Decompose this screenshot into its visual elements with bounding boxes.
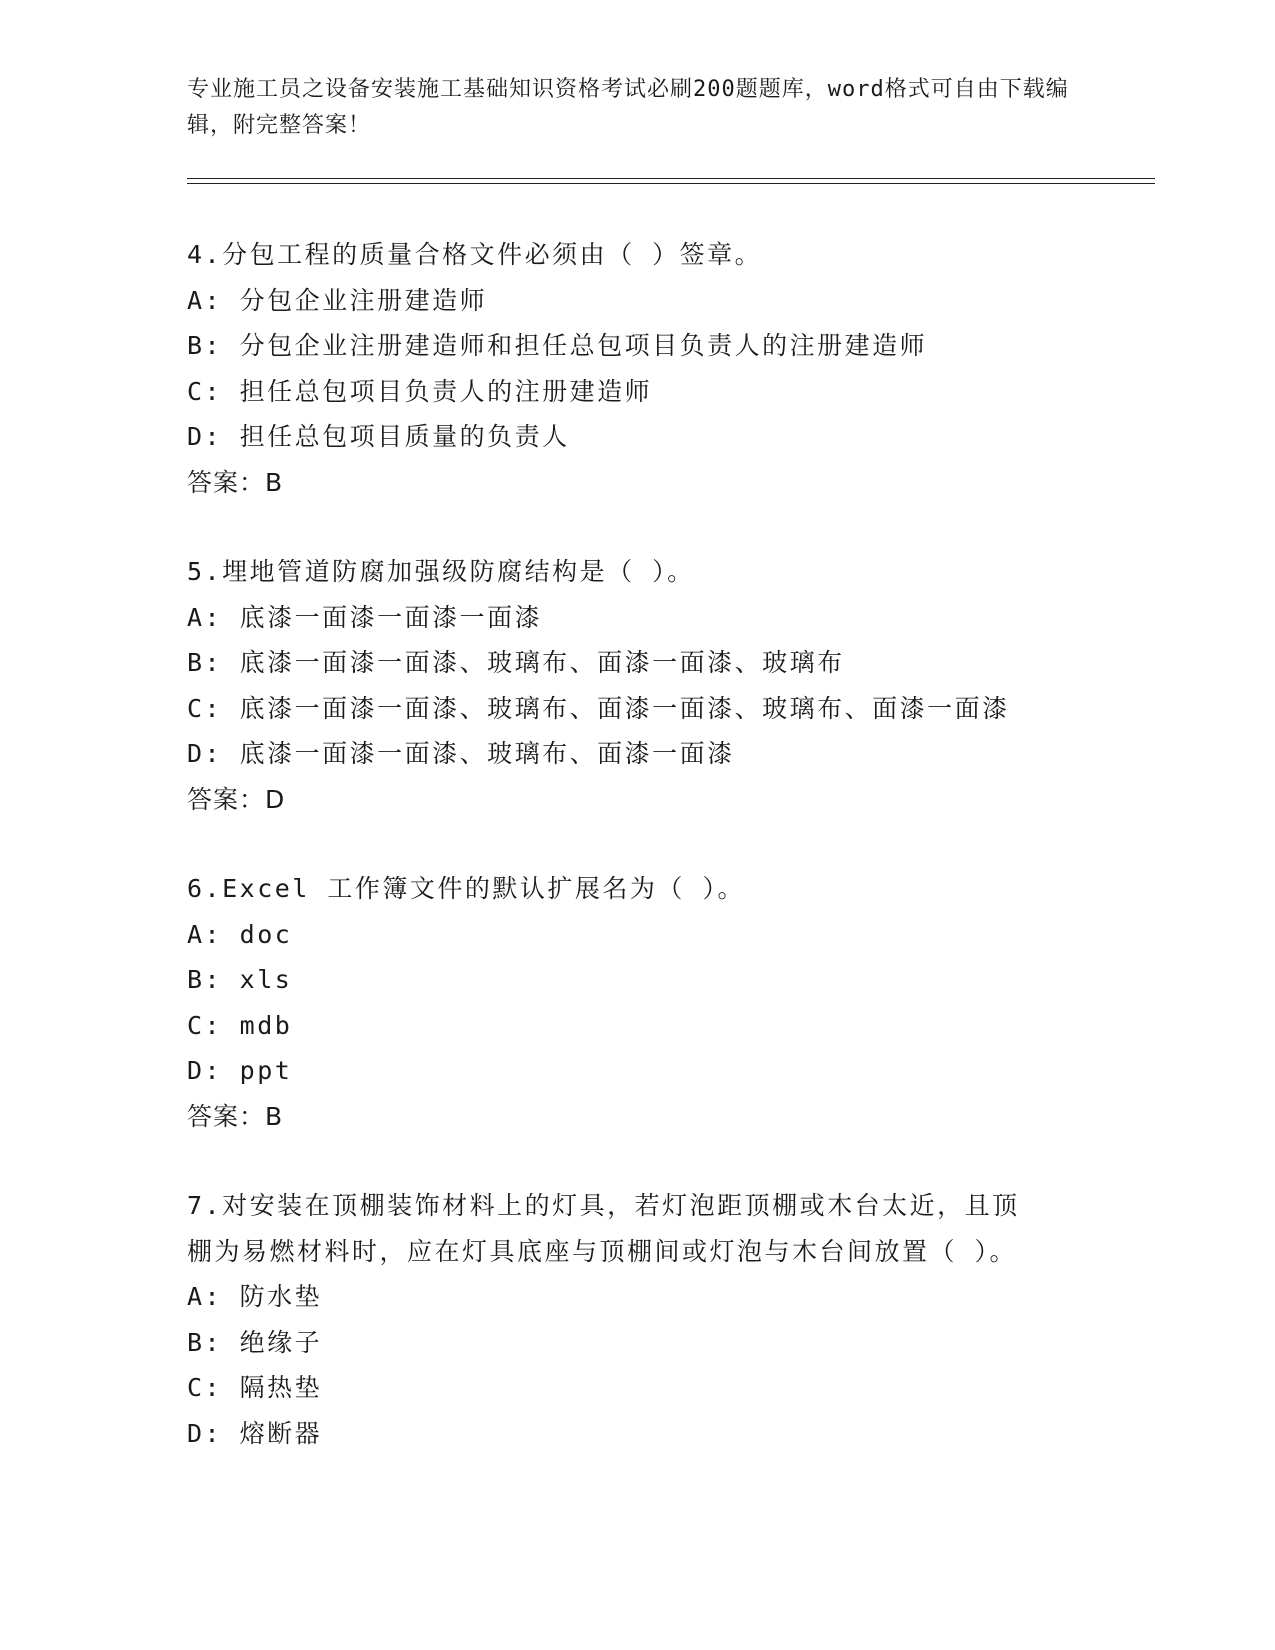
option-c: C: mdb xyxy=(187,1010,293,1040)
option-a: A: 分包企业注册建造师 xyxy=(187,285,488,315)
question-stem: 5.埋地管道防腐加强级防腐结构是（ ）。 xyxy=(187,557,695,586)
option-a: A: doc xyxy=(187,919,293,949)
option-b: B: 分包企业注册建造师和担任总包项目负责人的注册建造师 xyxy=(187,331,928,360)
option-c: C: 底漆一面漆一面漆、玻璃布、面漆一面漆、玻璃布、面漆一面漆 xyxy=(187,693,1010,723)
header-divider-top xyxy=(187,178,1155,179)
answer-label: 答案：B xyxy=(187,467,284,497)
option-b: B: xls xyxy=(187,965,293,994)
option-c: C: 隔热垫 xyxy=(187,1373,323,1402)
question-list xyxy=(187,232,1127,1500)
question-4 xyxy=(187,232,1127,505)
header-divider-bottom xyxy=(187,183,1155,184)
option-d: D: 担任总包项目质量的负责人 xyxy=(187,422,570,451)
option-b: B: 绝缘子 xyxy=(187,1327,323,1357)
question-stem: 4.分包工程的质量合格文件必须由（ ）签章。 xyxy=(187,240,763,269)
question-stem: 6.Excel 工作簿文件的默认扩展名为（ ）。 xyxy=(187,874,745,903)
option-d: D: 熔断器 xyxy=(187,1418,323,1448)
question-5 xyxy=(187,549,1127,822)
option-b: B: 底漆一面漆一面漆、玻璃布、面漆一面漆、玻璃布 xyxy=(187,648,845,677)
option-a: A: 防水垫 xyxy=(187,1282,323,1311)
answer-label: 答案：D xyxy=(187,784,286,814)
option-d: D: 底漆一面漆一面漆、玻璃布、面漆一面漆 xyxy=(187,739,735,768)
document-header: 专业施工员之设备安装施工基础知识资格考试必刷200题题库，word格式可自由下载编辑，附完整答案！ xyxy=(187,77,1069,138)
option-a: A: 底漆一面漆一面漆一面漆 xyxy=(187,602,543,632)
question-stem: 7.对安装在顶棚装饰材料上的灯具，若灯泡距顶棚或木台太近，且顶棚为易燃材料时，应在灯具底座与顶棚间或灯泡与木台间放置（ ）。 xyxy=(187,1191,1020,1266)
option-c: C: 担任总包项目负责人的注册建造师 xyxy=(187,376,653,406)
option-d: D: ppt xyxy=(187,1056,293,1085)
question-7 xyxy=(187,1183,1127,1456)
answer-label: 答案：B xyxy=(187,1101,284,1131)
question-6 xyxy=(187,866,1127,1139)
